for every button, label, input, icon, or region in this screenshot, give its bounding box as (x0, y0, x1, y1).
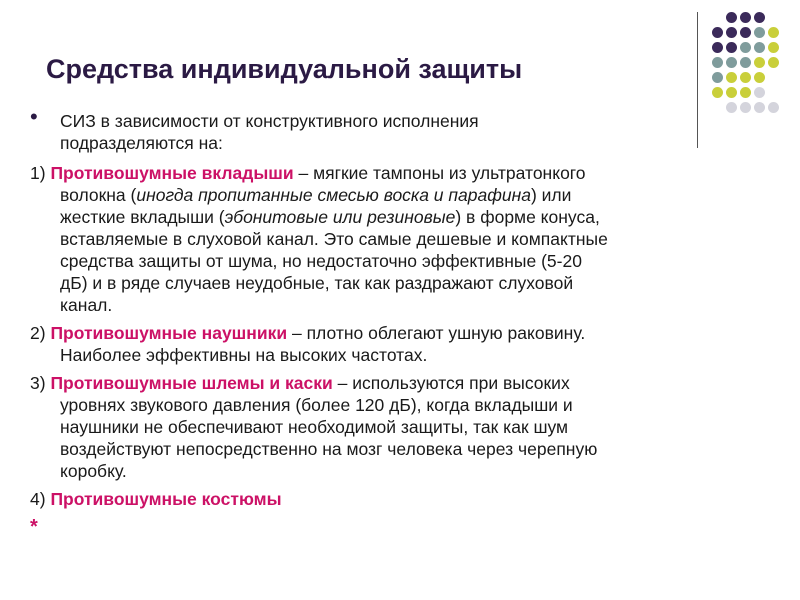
item-term: Противошумные вкладыши (50, 163, 294, 183)
item-text: дБ) и в ряде случаев неудобные, так как раздражают слуховой (60, 273, 574, 293)
item-text: уровнях звукового давления (более 120 дБ), когда вкладыши и (60, 395, 573, 415)
item-text: наушники не обеспечивают необходимой защиты, так как шум (60, 417, 569, 437)
decor-dot (726, 57, 737, 68)
item-term: Противошумные шлемы и каски (50, 373, 333, 393)
decor-dot (754, 42, 765, 53)
item-text: коробку. (60, 461, 127, 481)
decor-dot (712, 72, 723, 83)
decor-dot (768, 57, 779, 68)
list-item-2 (30, 322, 770, 366)
item-text: волокна ( (60, 185, 137, 205)
decor-dot (754, 57, 765, 68)
decor-dot (754, 87, 765, 98)
decor-dot (712, 57, 723, 68)
item-text: канал. (60, 295, 113, 315)
item-text: Наиболее эффективны на высоких частотах. (60, 345, 428, 365)
item-number: 4) (30, 489, 46, 509)
decor-dot (754, 72, 765, 83)
slide-body (30, 104, 770, 538)
item-number: 1) (30, 163, 46, 183)
decor-dot (740, 72, 751, 83)
item-text: жесткие вкладыши ( (60, 207, 225, 227)
item-text: воздействуют непосредственно на мозг человека через черепную (60, 439, 598, 459)
decor-dot (726, 27, 737, 38)
decor-dot (740, 27, 751, 38)
decor-dot (768, 42, 779, 53)
decor-dot (740, 42, 751, 53)
decor-dot (740, 57, 751, 68)
item-text: – мягкие тампоны из ультратонкого (293, 163, 586, 183)
list-item-1 (30, 162, 770, 316)
list-item-4 (30, 488, 770, 510)
item-term: Противошумные костюмы (50, 489, 282, 509)
bullet-icon: • (30, 104, 38, 129)
intro-line-2: подразделяются на: (60, 133, 223, 153)
item-text: – плотно облегают ушную раковину. (287, 323, 586, 343)
item-italic: иногда пропитанные смесью воска и парафина (136, 185, 531, 205)
decor-dot (740, 87, 751, 98)
decor-dot (726, 42, 737, 53)
decor-dot (726, 12, 737, 23)
item-term: Противошумные наушники (50, 323, 288, 343)
decor-dot (754, 12, 765, 23)
item-text: ) в форме конуса, (455, 207, 600, 227)
item-text: ) или (530, 185, 572, 205)
decor-dot (768, 27, 779, 38)
list-item-3 (30, 372, 770, 482)
asterisk-mark: * (30, 516, 38, 538)
decor-dot (726, 72, 737, 83)
item-text: – используются при высоких (332, 373, 570, 393)
item-italic: эбонитовые или резиновые (224, 207, 456, 227)
intro-line-1: СИЗ в зависимости от конструктивного исполнения (60, 111, 479, 131)
item-text: средства защиты от шума, но недостаточно эффективные (5-20 (60, 251, 582, 271)
item-number: 2) (30, 323, 46, 343)
item-text: вставляемые в слуховой канал. Это самые дешевые и компактные (60, 229, 608, 249)
decor-dot (726, 87, 737, 98)
decor-dot (712, 87, 723, 98)
decor-dot (712, 42, 723, 53)
item-number: 3) (30, 373, 46, 393)
decor-dot (740, 12, 751, 23)
decor-dot (712, 27, 723, 38)
slide-title: Средства индивидуальной защиты (46, 54, 523, 84)
intro-bullet (30, 104, 770, 154)
decor-dot (754, 27, 765, 38)
